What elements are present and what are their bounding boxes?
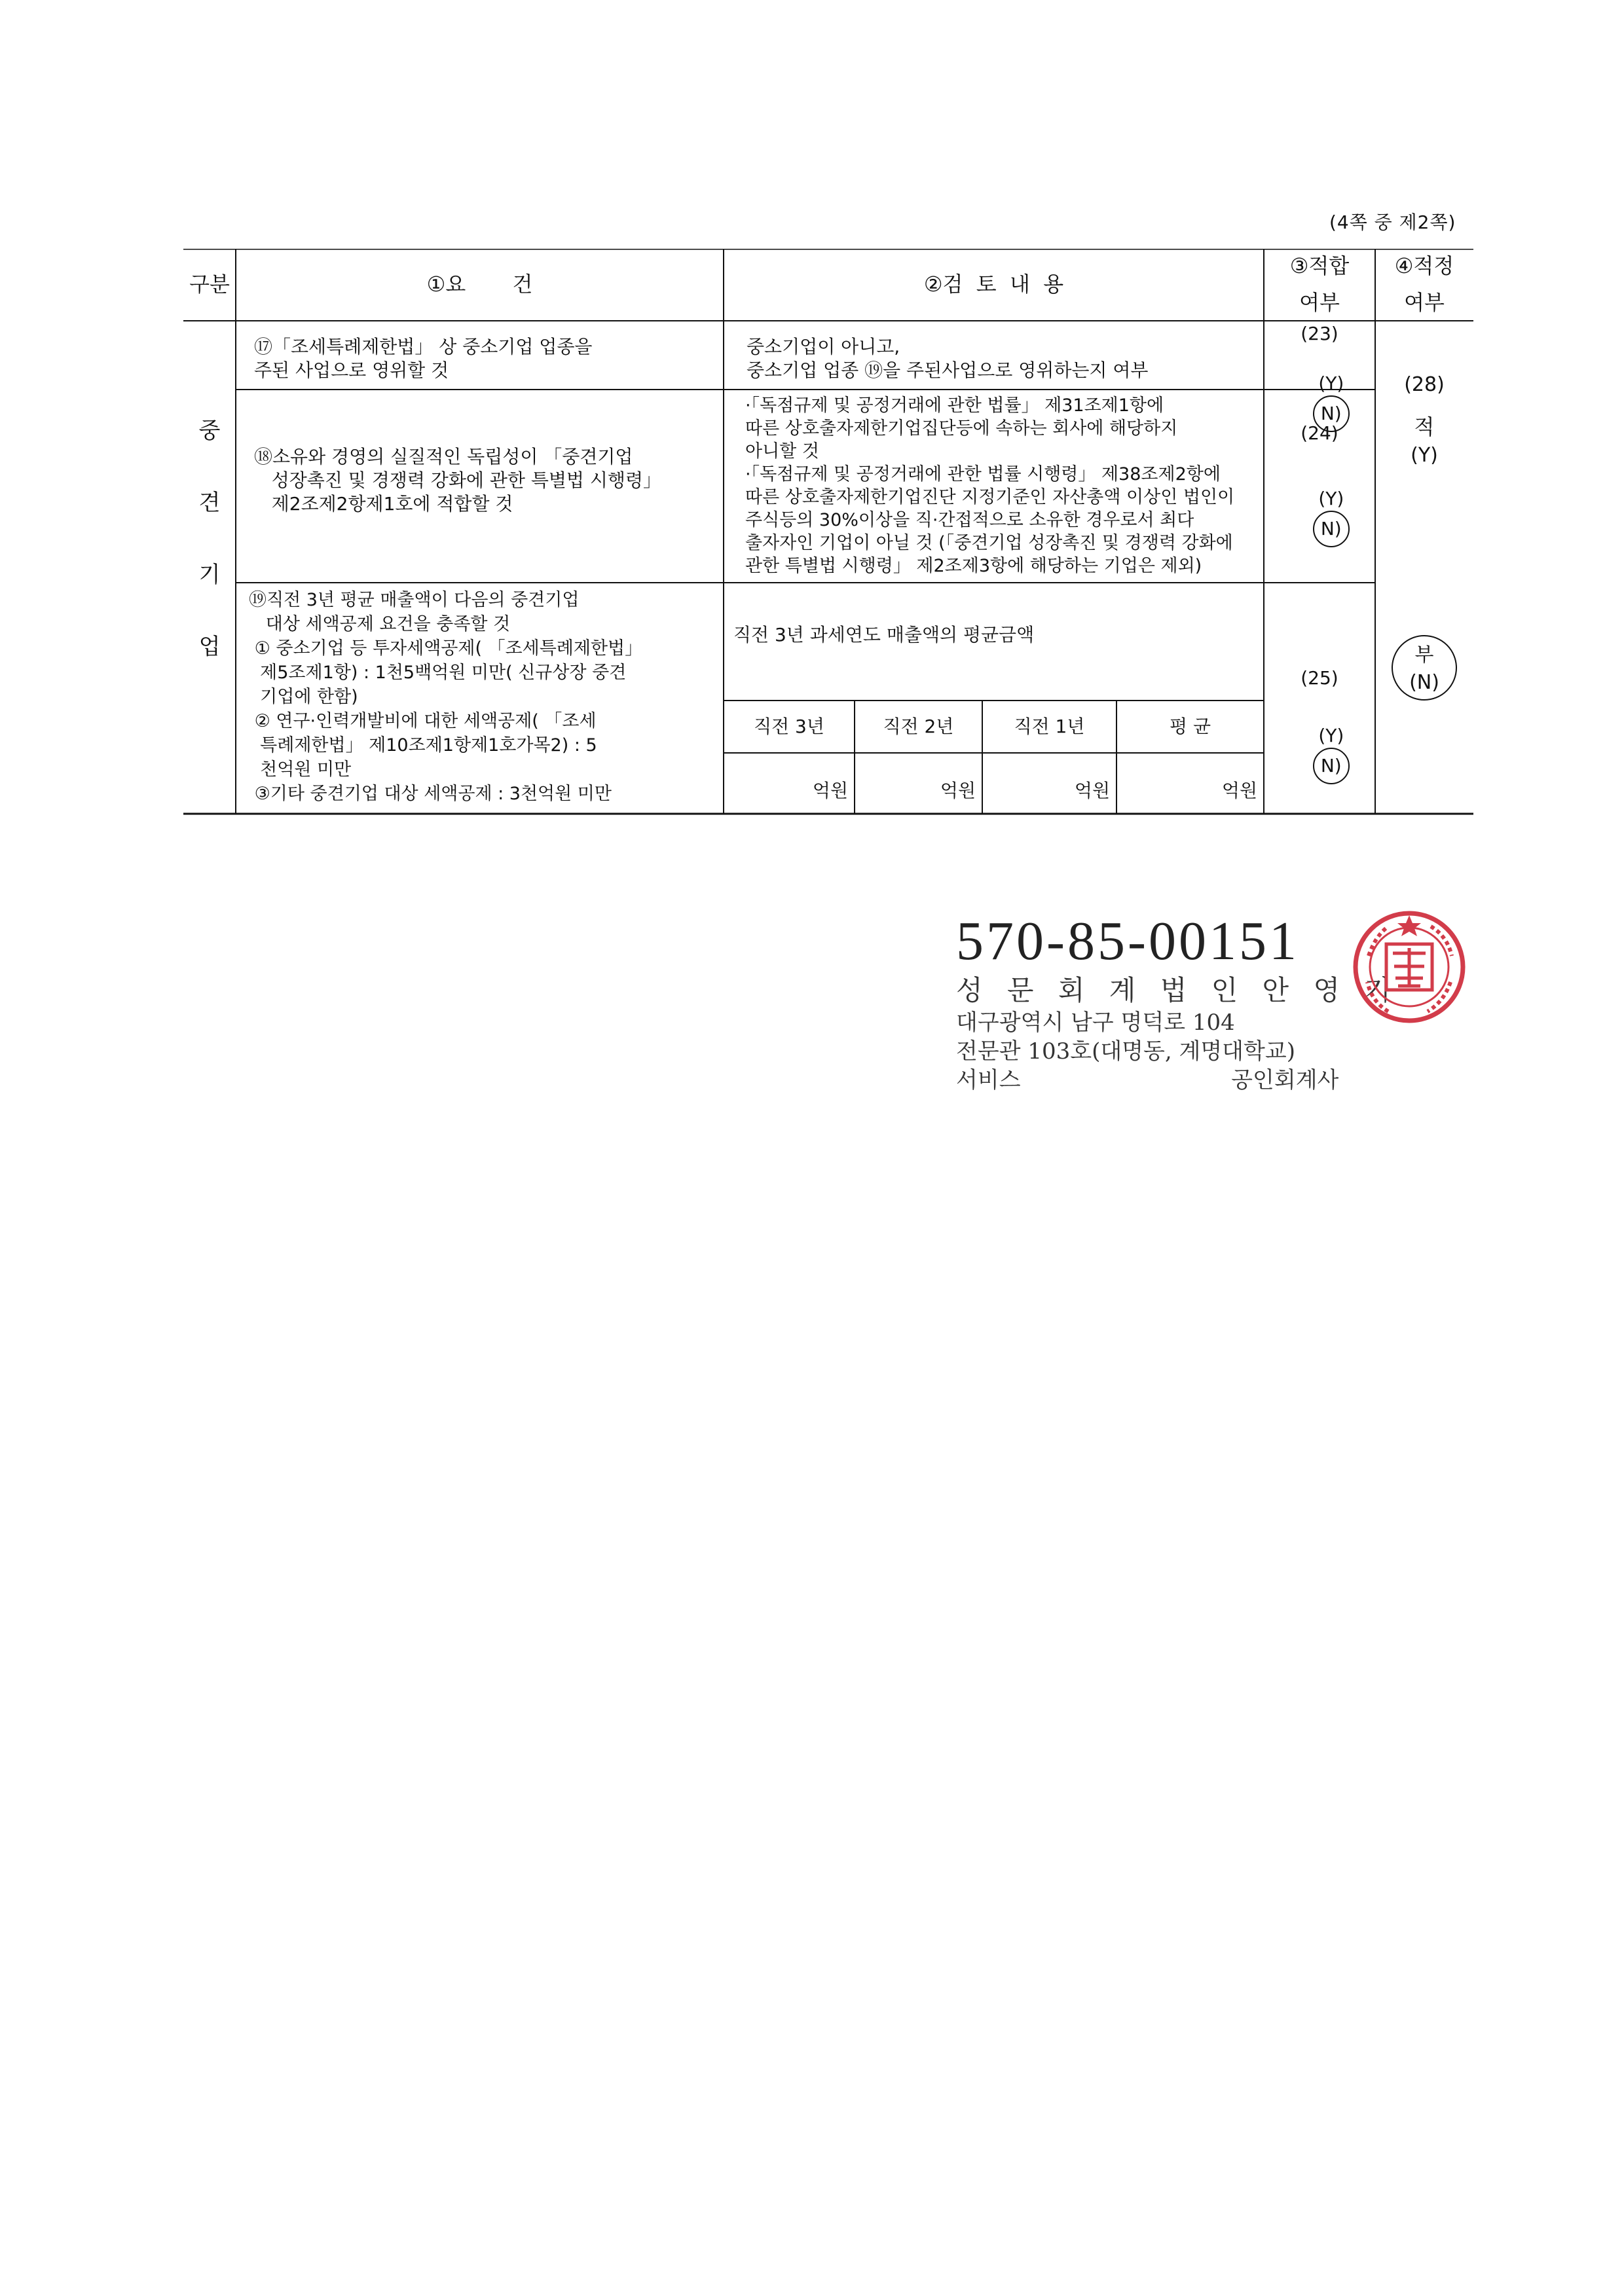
judgement-number-28: (28) [1404, 373, 1445, 396]
accountant-stamp [956, 910, 1399, 1095]
header-category: 구분 [189, 272, 230, 297]
requirement-109: ⑲직전 3년 평균 매출액이 다음의 중견기업 대상 세액공제 요건을 충족할 것 ① 중소기업 등 투자세액공제( 「조세특례제한법」 제5조제1항) : 1천5백억원 미만( 신규상장 중견 기업에 한함) ② 연구·인력개발비에 대한 세액공제( 「조세 특례제한법」 제10조제1항제1호가목2) : 5 천억원 미만 ③기타 중견기업 대상 세액공제 : 3천억원 미만 [249, 590, 643, 804]
review-109: 직전 3년 과세연도 매출액의 평균금액 [733, 624, 1035, 646]
red-seal-icon [1352, 910, 1467, 1025]
fit-yes-label: (Y) [1318, 725, 1344, 746]
sales-header-avg: 평 균 [1170, 716, 1211, 737]
fit-yes-label: (Y) [1318, 373, 1344, 394]
judgement-other-result: 부 [1414, 644, 1434, 666]
review-108: ·「독점규제 및 공정거래에 관한 법률」 제31조제1항에 따른 상호출자제한기업집단등에 속하는 회사에 해당하지 아니할 것 ·「독점규제 및 공정거래에 관한 법률 시행령」 제38조제2항에 따른 상호출자제한기업진단 지정기준인 자산총액 이상인 법인이 주식등의 30%이상을 직·간접적으로 소유한 경우로서 최다 출자자인 기업이 아닐 것 (「중견기업 성장촉진 및 경쟁력 강화에 관한 특별법 시행령」 제2조제3항에 해당하는 기업은 제외) [745, 395, 1235, 576]
review-form-table [183, 249, 1473, 815]
sales-header-3y: 직전 3년 [754, 716, 824, 737]
address-line1: 대구광역시 남구 명덕로 104 [956, 1010, 1235, 1036]
judgement-result-code: (Y) [1411, 444, 1438, 467]
sales-header-1y: 직전 1년 [1014, 716, 1085, 737]
address-line2: 전문관 103호(대명동, 계명대학교) [956, 1038, 1295, 1065]
review-107: 중소기업이 아니고, 중소기업 업종 ⑲을 주된사업으로 영위하는지 여부 [747, 336, 1149, 381]
judgement-other-circled [1392, 635, 1457, 701]
sales-value-1y: 억원 [1074, 780, 1110, 801]
address-line3-left: 서비스 [956, 1067, 1021, 1093]
fit-no-circled: N) [1313, 511, 1350, 547]
header-fit-line1: ③적합 [1289, 253, 1350, 278]
category-char: 중 [198, 418, 221, 444]
sales-value-2y: 억원 [940, 780, 976, 801]
requirement-107: ⑰「조세특례제한법」 상 중소기업 업종을 주된 사업으로 영위할 것 [254, 336, 593, 381]
header-fit-line2: 여부 [1299, 290, 1340, 315]
fit-number-23: (23) [1301, 323, 1338, 344]
page-indicator: (4쪽 중 제2쪽) [1329, 211, 1456, 233]
fit-no-circled: N) [1313, 748, 1350, 784]
fit-number-25: (25) [1301, 667, 1338, 689]
category-char: 견 [198, 490, 221, 516]
registration-number: 570-85-00151 [956, 911, 1299, 972]
fit-no-circled: N) [1313, 395, 1350, 432]
sales-header-2y: 직전 2년 [883, 716, 954, 737]
requirement-108: ⑱소유와 경영의 실질적인 독립성이 「중견기업 성장촉진 및 경쟁력 강화에 관한 특별법 시행령」 제2조제2항제1호에 적합할 것 [254, 446, 662, 515]
header-judge-line1: ④적정 [1394, 253, 1454, 278]
firm-name: 성 문 회 계 법 인 안 영 기 [956, 974, 1399, 1006]
category-char: 기 [198, 562, 221, 588]
fit-answer-row2 [1264, 464, 1375, 571]
header-judge-line2: 여부 [1404, 290, 1445, 315]
fit-yes-label: (Y) [1318, 488, 1344, 509]
address-line3 [956, 1066, 1399, 1095]
header-review: ②검 토 내 용 [923, 272, 1064, 297]
header-requirement: ①요 건 [426, 272, 533, 297]
fit-answer-row3 [1264, 701, 1375, 808]
address-line3-right: 공인회계사 [1231, 1067, 1339, 1093]
sales-value-avg: 억원 [1221, 780, 1257, 801]
judgement-result: 적 [1414, 414, 1435, 439]
fit-number-24: (24) [1301, 422, 1338, 444]
judgement-other-code: (N) [1409, 671, 1439, 694]
sales-value-3y: 억원 [812, 780, 848, 801]
category-char: 업 [198, 634, 221, 660]
